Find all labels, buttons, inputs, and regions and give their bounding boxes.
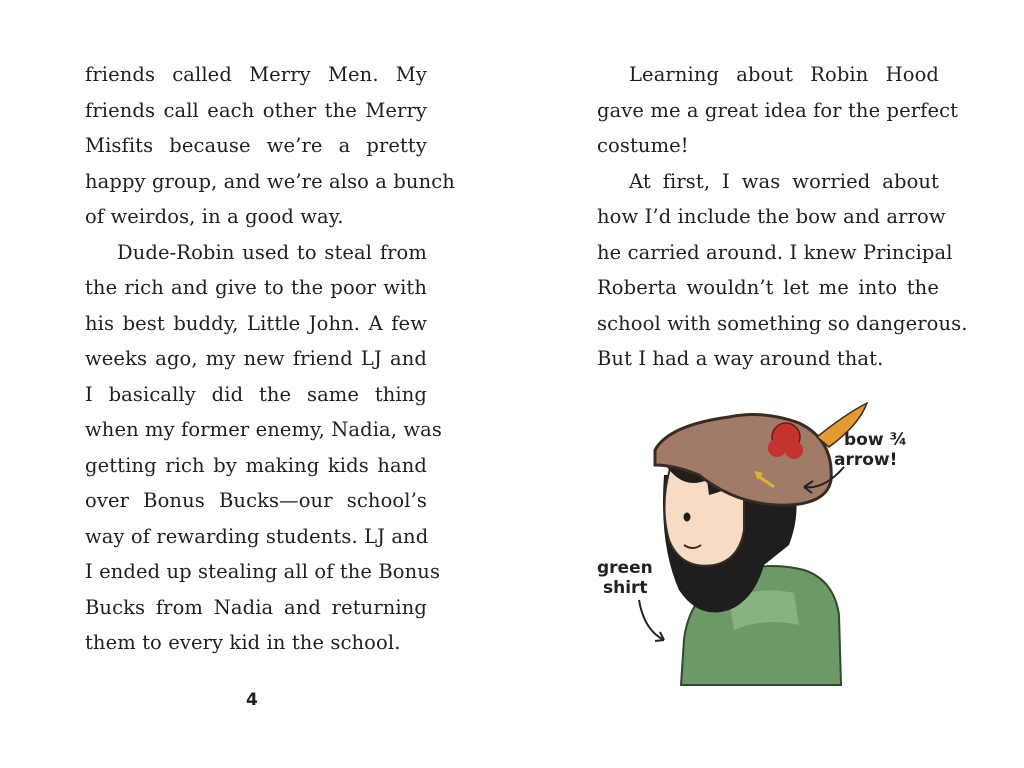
text-line: his best buddy, Little John. A few <box>85 311 427 335</box>
text-line: weeks ago, my new friend LJ and <box>85 347 427 370</box>
text-line: I ended up stealing all of the Bonus <box>85 560 441 583</box>
text-line: At first, I was worried about <box>629 169 939 193</box>
text-line: the rich and give to the poor with <box>85 276 427 299</box>
label-bow: bow ¾ <box>844 430 908 450</box>
rose-petal <box>768 439 786 457</box>
text-line: friends call each other the Merry <box>85 98 427 122</box>
right-page-text <box>597 57 968 377</box>
text-line: costume! <box>597 134 689 157</box>
text-line: he carried around. I knew Principal <box>597 240 953 264</box>
text-line: when my former enemy, Nadia, was <box>85 418 442 441</box>
text-line: Dude-Robin used to steal from <box>117 240 427 264</box>
text-line: friends called Merry Men. My <box>85 63 427 86</box>
text-line: school with something so dangerous. <box>597 311 968 335</box>
text-line: them to every kid in the school. <box>85 631 401 654</box>
text-line: Misfits because we’re a pretty <box>85 134 427 157</box>
text-line: gave me a great idea for the perfect <box>597 98 959 122</box>
text-line: happy group, and we’re also a bunch <box>85 169 455 193</box>
text-line: Bucks from Nadia and returning <box>85 595 427 619</box>
text-line: how I’d include the bow and arrow <box>597 205 946 228</box>
page-number: 4 <box>246 690 258 710</box>
text-line: of weirdos, in a good way. <box>85 205 344 228</box>
eye <box>684 513 691 522</box>
text-line: But I had a way around that. <box>597 347 884 370</box>
left-page-text <box>85 57 455 661</box>
label-arrow: arrow! <box>834 450 898 470</box>
label-green: green <box>597 558 653 578</box>
text-line: Roberta wouldn’t let me into the <box>597 276 939 299</box>
robin-hood-costume-illustration <box>589 395 908 695</box>
text-line: way of rewarding students. LJ and <box>85 524 429 548</box>
text-line: I basically did the same thing <box>85 382 427 406</box>
rose-petal <box>785 441 803 459</box>
text-line: Learning about Robin Hood <box>629 63 939 86</box>
label-shirt: shirt <box>603 578 648 598</box>
text-line: getting rich by making kids hand <box>85 453 427 477</box>
text-line: over Bonus Bucks—our school’s <box>85 489 427 512</box>
